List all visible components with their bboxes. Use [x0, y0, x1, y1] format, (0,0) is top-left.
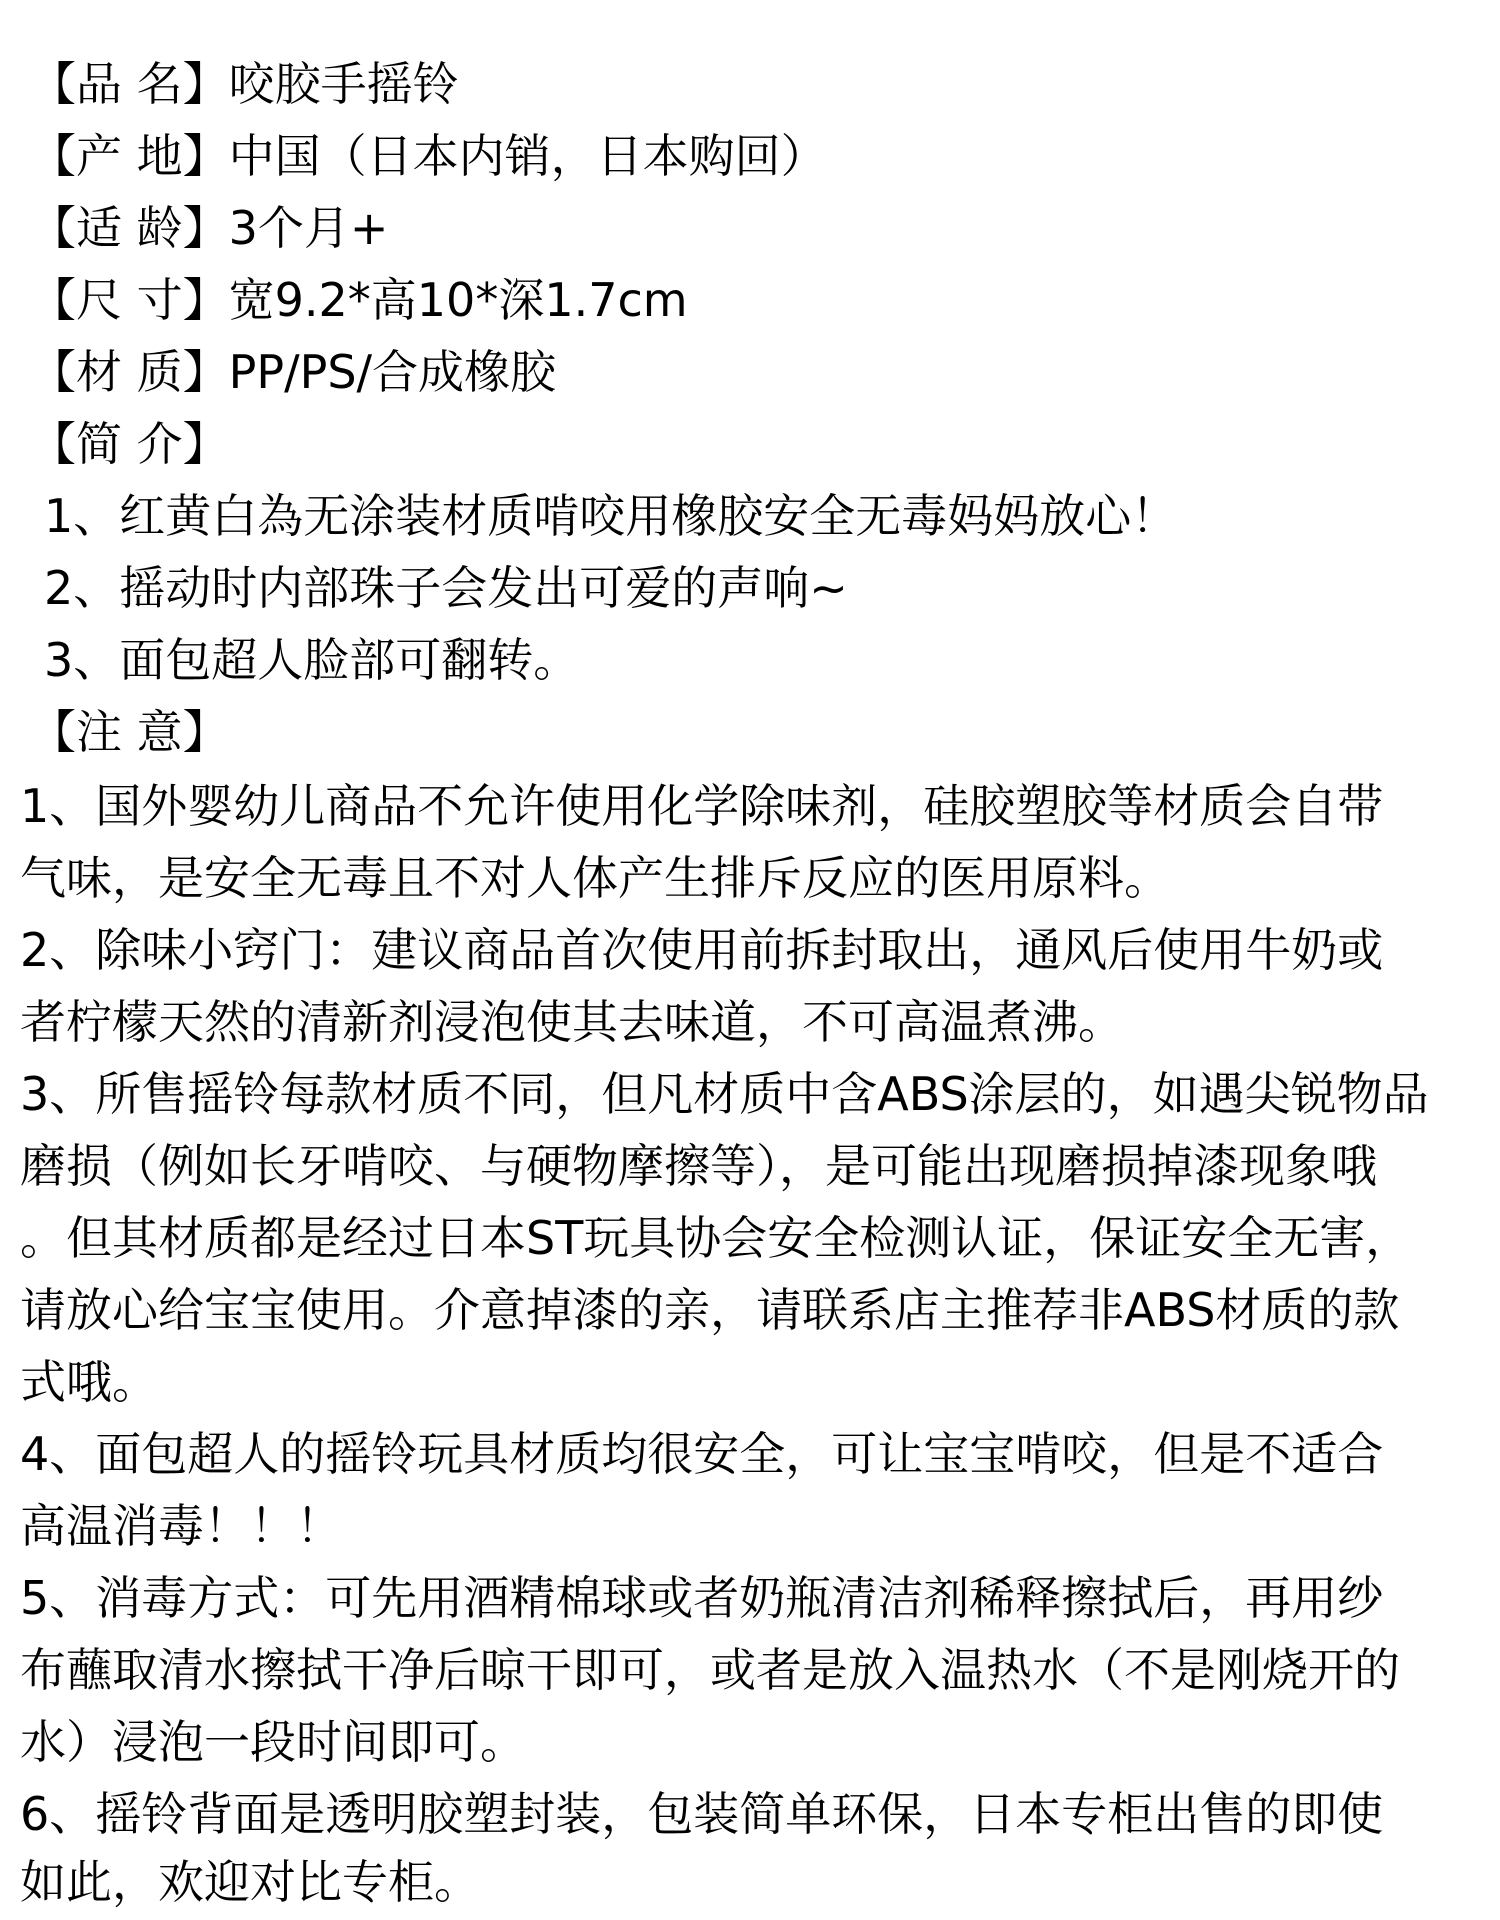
notes-line: 请放心给宝宝使用。介意掉漆的亲，请联系店主推荐非ABS材质的款 — [20, 1283, 1400, 1337]
notes-line: 3、所售摇铃每款材质不同，但凡材质中含ABS涂层的，如遇尖锐物品 — [20, 1067, 1429, 1121]
notes-line: 布蘸取清水擦拭干净后晾干即可，或者是放入温热水（不是刚烧开的 — [20, 1643, 1400, 1697]
notes-line: 式哦。 — [20, 1355, 158, 1409]
spec-value: 中国（日本内销，日本购回） — [228, 129, 827, 183]
spec-label: 【材 质】 — [30, 345, 229, 399]
notes-line: 。但其材质都是经过日本ST玩具协会安全检测认证，保证安全无害， — [20, 1211, 1412, 1265]
notes-line: 2、除味小窍门：建议商品首次使用前拆封取出，通风后使用牛奶或 — [20, 923, 1384, 977]
intro-item: 2、摇动时内部珠子会发出可爱的声响~ — [44, 561, 848, 615]
spec-value: 宽9.2*高10*深1.7cm — [228, 273, 688, 327]
notes-line: 6、摇铃背面是透明胶塑封装，包装简单环保，日本专柜出售的即使 — [20, 1787, 1384, 1841]
spec-material-row — [30, 336, 556, 408]
spec-value: 3个月+ — [228, 201, 389, 255]
intro-item: 1、红黄白為无涂装材质啃咬用橡胶安全无毒妈妈放心！ — [44, 489, 1178, 543]
notes-line: 5、消毒方式：可先用酒精棉球或者奶瓶清洁剂稀释擦拭后，再用纱 — [20, 1571, 1384, 1625]
spec-label: 【尺 寸】 — [30, 273, 229, 327]
notes-line: 水）浸泡一段时间即可。 — [20, 1715, 526, 1769]
notes-line: 者柠檬天然的清新剂浸泡使其去味道，不可高温煮沸。 — [20, 995, 1124, 1049]
spec-label: 【产 地】 — [30, 129, 229, 183]
spec-label: 【品 名】 — [30, 57, 229, 111]
notes-line: 4、面包超人的摇铃玩具材质均很安全，可让宝宝啃咬，但是不适合 — [20, 1427, 1384, 1481]
notes-line: 1、国外婴幼儿商品不允许使用化学除味剂，硅胶塑胶等材质会自带 — [20, 779, 1384, 833]
notes-heading: 【注 意】 — [30, 705, 229, 759]
notes-line: 磨损（例如长牙啃咬、与硬物摩擦等），是可能出现磨损掉漆现象哦 — [20, 1139, 1377, 1193]
spec-value: PP/PS/合成橡胶 — [228, 345, 557, 399]
spec-name-row — [30, 48, 459, 120]
spec-value: 咬胶手摇铃 — [228, 57, 459, 111]
spec-age-row — [30, 192, 388, 264]
intro-heading: 【简 介】 — [30, 417, 229, 471]
spec-size-row — [30, 264, 688, 336]
notes-line: 气味，是安全无毒且不对人体产生排斥反应的医用原料。 — [20, 851, 1170, 905]
spec-label: 【适 龄】 — [30, 201, 229, 255]
intro-item: 3、面包超人脸部可翻转。 — [44, 633, 580, 687]
notes-line: 高温消毒！！！ — [20, 1499, 342, 1553]
notes-line: 如此，欢迎对比专柜。 — [20, 1855, 480, 1909]
spec-origin-row — [30, 120, 827, 192]
